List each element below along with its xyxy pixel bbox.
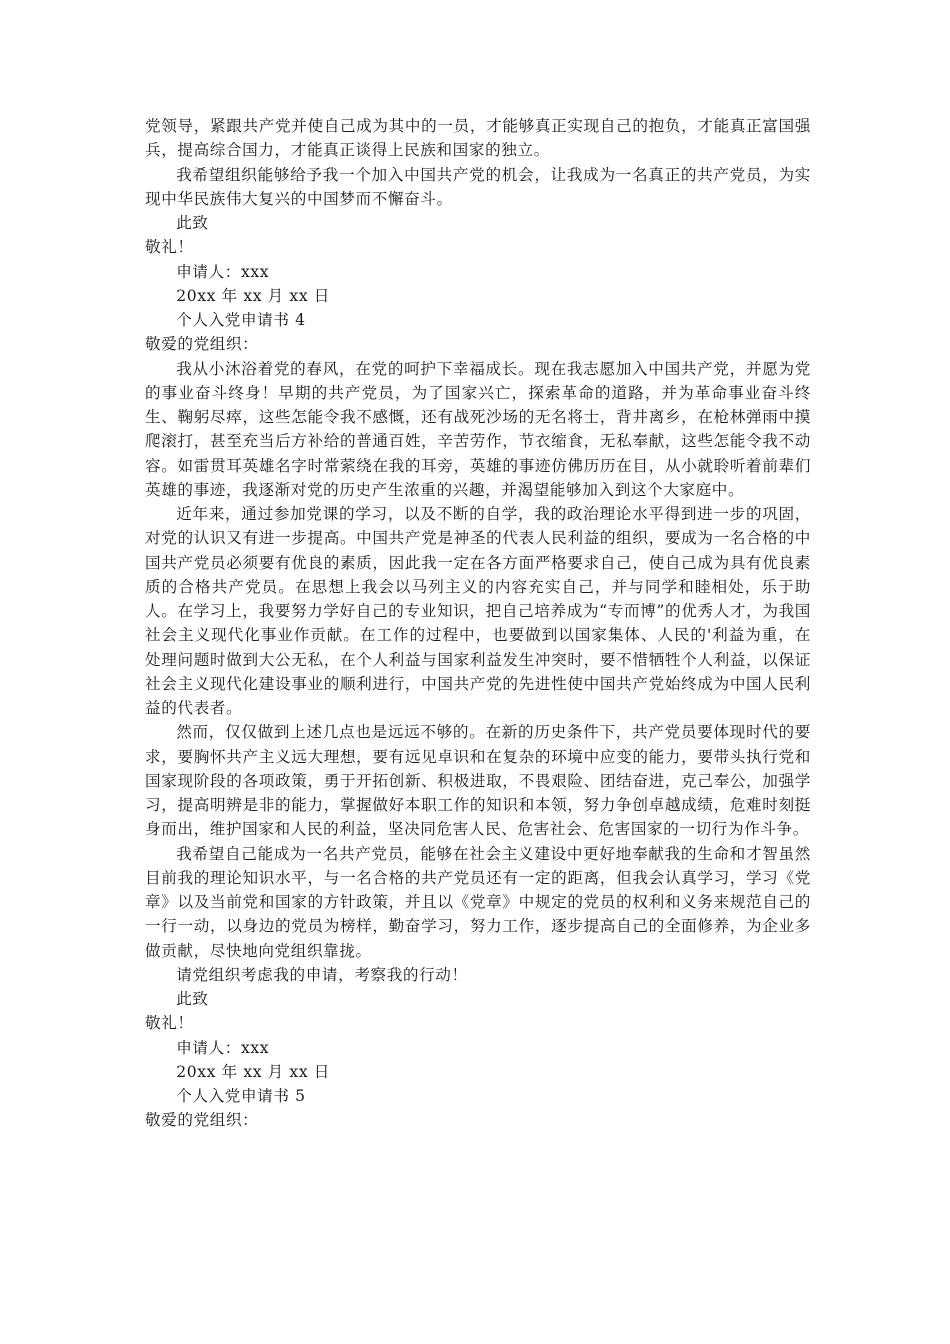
paragraph-aspiration: 我希望自己能成为一名共产党员，能够在社会主义建设中更好地奉献我的生命和才智虽然目前我的理论知识水平，与一名合格的共产党员还有一定的距离，但我会认真学习，学习《党章》以及当前党和国家的方针政策，并且以《党章》中规定的党员的权利和义务来规范自己的一行一动，以身边的党员为榜样，勤奋学习，努力工作，逐步提高自己的全面修养，为企业多做贡献，尽快地向党组织靠拢。 <box>145 844 811 960</box>
applicant-line: 申请人：xxx <box>176 1038 270 1057</box>
closing-cizhi: 此致 <box>176 990 209 1008</box>
paragraph-requirements: 然而，仅仅做到上述几点也是远远不够的。在新的历史条件下，共产党员要体现时代的要求，要胸怀共产主义远大理想，要有远见卓识和在复杂的环境中应变的能力，要带头执行党和国家现阶段的各项政策，勇于开拓创新、积极进取，不畏艰险、团结奋进，克己奉公，加强学习，提高明辨是非的能力，掌握做好本职工作的知识和本领，努力争创卓越成绩，危难时刻挺身而出，维护国家和人民的利益，坚决同危害人民、危害社会、危害国家的一切行为作斗争。 <box>145 723 811 839</box>
document-body <box>145 114 811 1133</box>
applicant-line: 申请人：xxx <box>176 262 270 281</box>
section-title-5: 个人入党申请书 5 <box>176 1087 306 1105</box>
paragraph-study: 近年来，通过参加党课的学习，以及不断的自学，我的政治理论水平得到进一步的巩固，对党的认识又有进一步提高。中国共产党是神圣的代表人民利益的组织，要成为一名合格的中国共产党员必须要有优良的素质，因此我一定在各方面严格要求自己，使自己成为具有优良素质的合格共产党员。在思想上我会以马列主义的内容充实自己，并与同学和睦相处，乐于助人。在学习上，我要努力学好自己的专业知识，把自己培养成为“专而博”的优秀人才，为我国社会主义现代化事业作贡献。在工作的过程中，也要做到以国家集体、人民的'利益为重，在处理问题时做到大公无私，在个人利益与国家利益发生冲突时，要不惜牺牲个人利益，以保证社会主义现代化建设事业的顺利进行，中国共产党的先进性使中国共产党始终成为中国人民利益的代表者。 <box>145 505 811 717</box>
date-line: 20xx 年 xx 月 xx 日 <box>176 286 330 305</box>
closing-jingli: 敬礼！ <box>145 1014 194 1033</box>
paragraph-continuation: 党领导，紧跟共产党并使自己成为其中的一员，才能够真正实现自己的抱负，才能真正富国强兵，提高综合国力，才能真正谈得上民族和国家的独立。 <box>145 117 811 160</box>
paragraph-hope: 我希望组织能够给予我一个加入中国共产党的机会，让我成为一名真正的共产党员，为实现中华民族伟大复兴的中国梦而不懈奋斗。 <box>145 165 811 208</box>
section-title-4: 个人入党申请书 4 <box>176 311 306 329</box>
closing-cizhi: 此致 <box>176 214 209 232</box>
salutation: 敬爱的党组织： <box>145 1111 259 1130</box>
closing-jingli: 敬礼！ <box>145 238 194 257</box>
paragraph-childhood: 我从小沐浴着党的春风，在党的呵护下幸福成长。现在我志愿加入中国共产党，并愿为党的事业奋斗终身！早期的共产党员，为了国家兴亡，探索革命的道路，并为革命事业奋斗终生、鞠躬尽瘁，这些怎能令我不感慨，还有战死沙场的无名将士，背井离乡，在枪林弹雨中摸爬滚打，甚至充当后方补给的普通百姓，辛苦劳作，节衣缩食，无私奉献，这些怎能令我不动容。如雷贯耳英雄名字时常萦绕在我的耳旁，英雄的事迹仿佛历历在目，从小就聆听着前辈们英雄的事迹，我逐渐对党的历史产生浓重的兴趣，并渴望能够加入到这个大家庭中。 <box>145 359 811 499</box>
date-line: 20xx 年 xx 月 xx 日 <box>176 1062 330 1081</box>
request-line: 请党组织考虑我的申请，考察我的行动！ <box>176 965 468 984</box>
salutation: 敬爱的党组织： <box>145 335 259 354</box>
